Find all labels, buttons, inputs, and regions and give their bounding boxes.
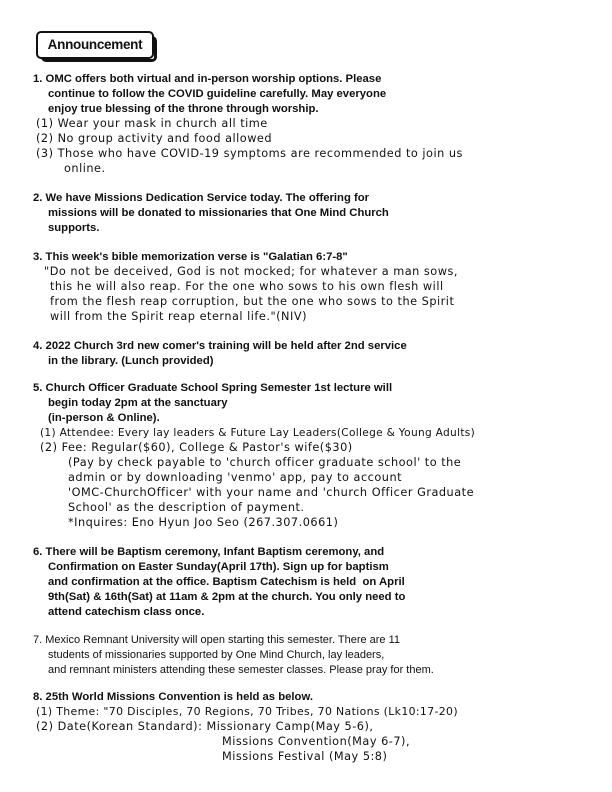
announcement-header-box — [36, 31, 154, 59]
item-8-sub-2: (2) Date(Korean Standard): Missionary Camp(May 5-6), — [36, 720, 374, 733]
item-3-verse-1: "Do not be deceived, God is not mocked; for whatever a man sows, — [44, 265, 458, 278]
item-5-line-2: begin today 2pm at the sanctuary — [48, 397, 228, 409]
item-5-sub-1: (1) Attendee: Every lay leaders & Future Lay Leaders(College & Young Adults) — [40, 427, 476, 439]
item-5-sub-3: (Pay by check payable to 'church officer graduate school' to the — [68, 456, 462, 469]
item-3-line-1: 3. This week's bible memorization verse is "Galatian 6:7-8" — [33, 251, 348, 263]
item-1-sub-2: (2) No group activity and food allowed — [36, 132, 273, 145]
item-5-sub-6: School' as the description of payment. — [68, 501, 305, 514]
item-1-line-3: enjoy true blessing of the throne through worship. — [48, 103, 319, 115]
item-7-line-2: students of missionaries supported by One Mind Church, lay leaders, — [48, 649, 385, 661]
item-2-line-3: supports. — [48, 222, 100, 234]
item-2-line-1: 2. We have Missions Dedication Service today. The offering for — [33, 192, 370, 204]
item-7-line-3: and remnant ministers attending these semester classes. Please pray for them. — [48, 664, 434, 676]
item-1-sub-4: online. — [64, 162, 106, 175]
item-1-sub-3: (3) Those who have COVID-19 symptoms are recommended to join us — [36, 147, 463, 160]
item-5-line-3: (in-person & Online). — [48, 412, 160, 424]
item-6-line-4: 9th(Sat) & 16th(Sat) at 11am & 2pm at the church. You only need to — [48, 591, 406, 603]
item-6-line-5: attend catechism class once. — [48, 606, 205, 618]
item-1-line-1: 1. OMC offers both virtual and in-person worship options. Please — [33, 73, 382, 85]
item-6-line-1: 6. There will be Baptism ceremony, Infant Baptism ceremony, and — [33, 546, 385, 558]
item-5-sub-7: *Inquires: Eno Hyun Joo Seo (267.307.0661) — [68, 516, 339, 529]
item-8-sub-4: Missions Festival (May 5:8) — [222, 750, 388, 763]
item-1-sub-1: (1) Wear your mask in church all time — [36, 117, 268, 130]
item-4-line-1: 4. 2022 Church 3rd new comer's training will be held after 2nd service — [33, 340, 407, 352]
item-8-line-1: 8. 25th World Missions Convention is held as below. — [33, 691, 313, 703]
item-5-sub-5: 'OMC-ChurchOfficer' with your name and 'church Officer Graduate — [68, 486, 475, 499]
item-6-line-3: and confirmation at the office. Baptism Catechism is held on April — [48, 576, 405, 588]
item-5-sub-2: (2) Fee: Regular($60), College & Pastor's wife($30) — [40, 441, 353, 454]
item-6-line-2: Confirmation on Easter Sunday(April 17th). Sign up for baptism — [48, 561, 389, 573]
item-3-verse-2: this he will also reap. For the one who sows to his own flesh will — [50, 280, 444, 293]
item-4-line-2: in the library. (Lunch provided) — [48, 355, 214, 367]
item-7-line-1: 7. Mexico Remnant University will open starting this semester. There are 11 — [33, 634, 401, 646]
item-1-line-2: continue to follow the COVID guideline carefully. May everyone — [48, 88, 387, 100]
item-8-sub-3: Missions Convention(May 6-7), — [222, 735, 411, 748]
page-title: Announcement — [47, 37, 143, 52]
item-8-sub-1: (1) Theme: "70 Disciples, 70 Regions, 70 Tribes, 70 Nations (Lk10:17-20) — [36, 705, 458, 718]
item-2-line-2: missions will be donated to missionaries that One Mind Church — [48, 207, 389, 219]
item-3-verse-4: will from the Spirit reap eternal life."(NIV) — [50, 310, 307, 323]
item-5-line-1: 5. Church Officer Graduate School Spring Semester 1st lecture will — [33, 382, 393, 394]
item-3-verse-3: from the flesh reap corruption, but the one who sows to the Spirit — [50, 295, 455, 308]
item-5-sub-4: admin or by downloading 'venmo' app, pay to account — [68, 471, 403, 484]
